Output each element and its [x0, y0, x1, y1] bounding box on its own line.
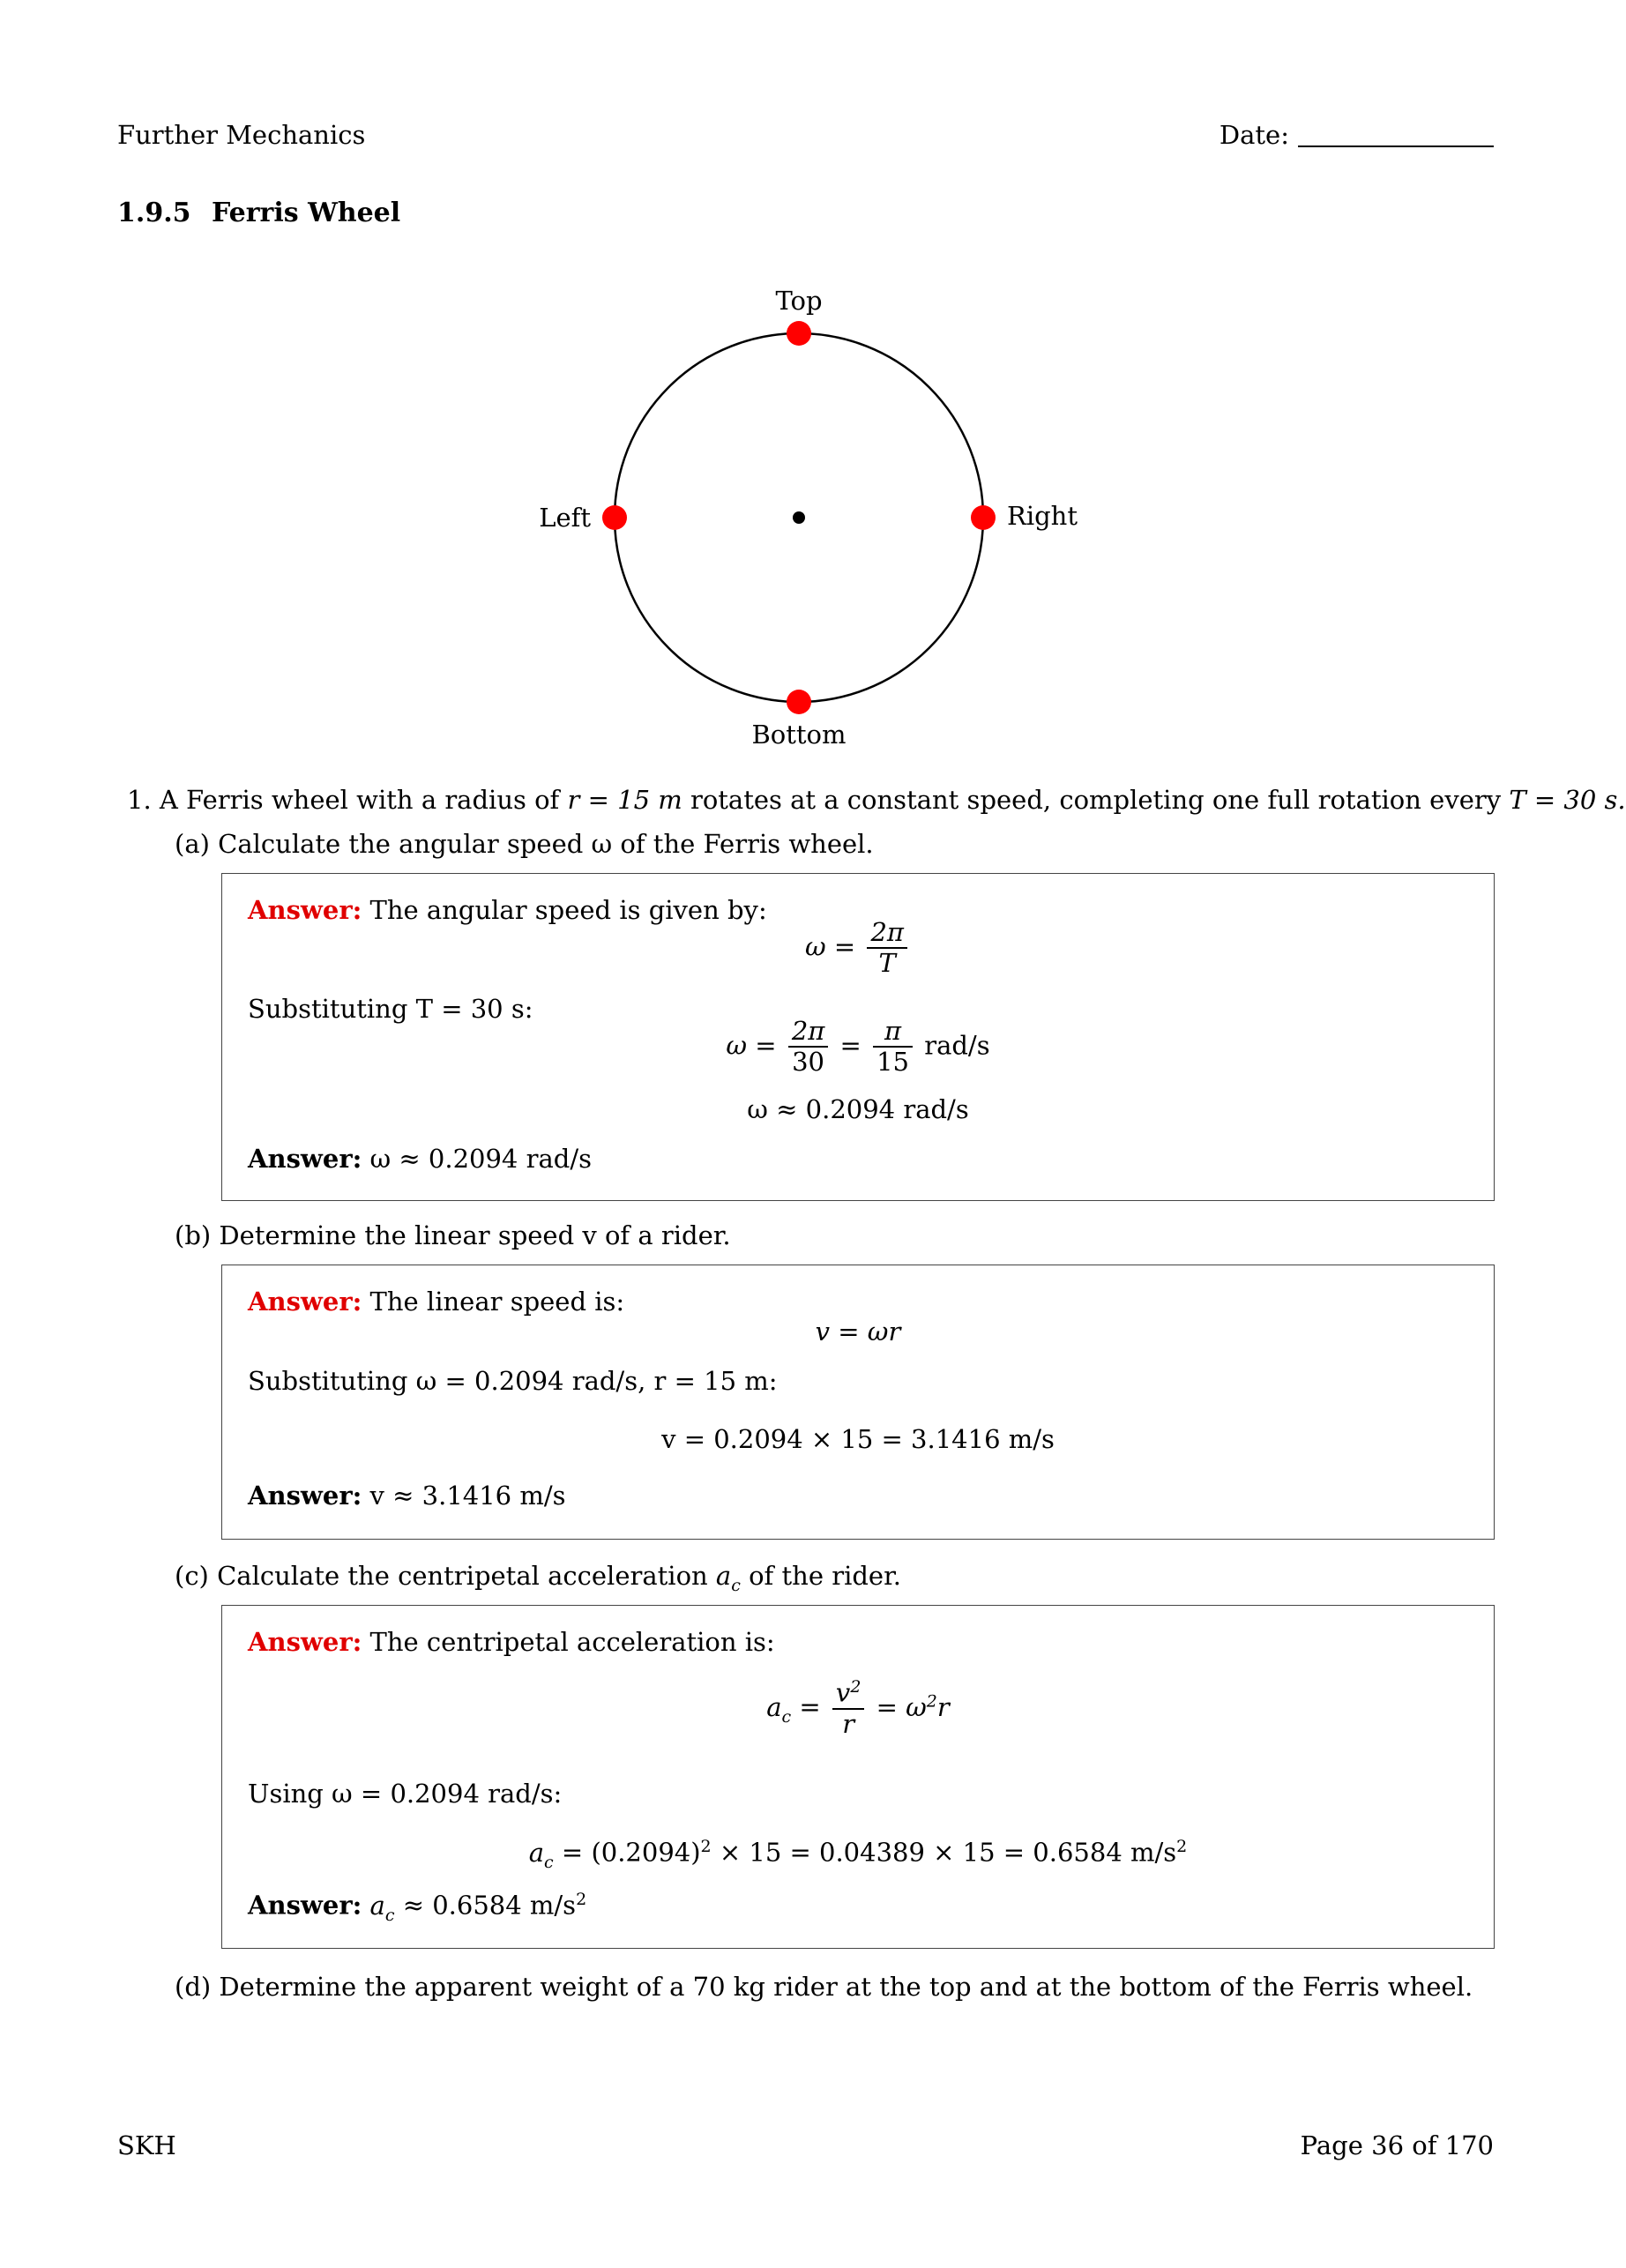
date-label: Date: — [1219, 120, 1289, 150]
part-c-question-text-b: of the rider. — [749, 1561, 901, 1591]
eq2-body: = (0.2094) — [561, 1837, 701, 1868]
equation-v-definition: v = ωr — [815, 1317, 901, 1347]
question-number: 1. — [127, 785, 152, 815]
answer-b-label: Answer: — [248, 1287, 362, 1317]
frac-den: 15 — [876, 1047, 909, 1078]
var-a: a — [715, 1561, 732, 1591]
lhs-sub: c — [781, 1706, 792, 1727]
var-sub: c — [384, 1905, 395, 1925]
part-c-variable — [715, 1561, 741, 1595]
rider-left-dot — [602, 505, 627, 530]
answer-box-a — [221, 873, 1495, 1201]
final-answer-label: Answer: — [248, 1144, 362, 1174]
num-var: v — [835, 1677, 851, 1708]
eq1-lhs: ω = — [805, 931, 856, 962]
fraction-2pi-over-30 — [788, 1017, 829, 1078]
eq1-rhs — [876, 1692, 950, 1722]
rhs-sup: 2 — [926, 1691, 937, 1712]
equation-omega-substituted — [222, 1017, 1494, 1078]
equation-ac-definition — [222, 1678, 1494, 1739]
lhs-sub: c — [544, 1852, 554, 1872]
question-1-text — [127, 785, 1626, 816]
answer-a-substitute: Substituting T = 30 s: — [248, 994, 533, 1024]
frac-num: 2π — [788, 1017, 829, 1048]
label-top: Top — [775, 286, 823, 316]
period-value: T = 30 s. — [1509, 785, 1626, 815]
header-date — [1220, 120, 1494, 151]
frac-den: T — [878, 948, 896, 979]
question-text-b: rotates at a constant speed, completing one full rotation every — [690, 785, 1502, 815]
answer-c-label: Answer: — [248, 1627, 362, 1657]
footer-author: SKH — [117, 2130, 176, 2160]
section-title: Ferris Wheel — [212, 198, 401, 228]
answer-box-c — [221, 1605, 1495, 1949]
eq2-equals: = — [839, 1030, 861, 1061]
section-heading — [117, 198, 400, 228]
label-right: Right — [1007, 501, 1078, 531]
final-var — [369, 1890, 395, 1925]
frac-num: 2π — [867, 918, 907, 949]
var-a: a — [369, 1890, 385, 1921]
frac-num — [832, 1678, 864, 1710]
answer-a-intro-text: The angular speed is given by: — [369, 895, 767, 925]
part-c-label: (c) — [175, 1561, 209, 1591]
equation-omega-approx: ω ≈ 0.2094 rad/s — [747, 1094, 969, 1124]
footer-page-number: Page 36 of 170 — [1300, 2130, 1494, 2160]
eq2-sup: 2 — [700, 1837, 712, 1856]
var-sub: c — [731, 1575, 741, 1595]
final-answer-label: Answer: — [248, 1481, 362, 1511]
rider-bottom-dot — [787, 690, 811, 714]
frac-num: π — [873, 1017, 913, 1048]
part-d-question-text: Determine the apparent weight of a 70 kg rider at the top and at the bottom of the Ferris wheel. — [219, 1972, 1473, 2002]
wheel-center-dot — [793, 511, 805, 524]
eq2-unit-sup: 2 — [1176, 1837, 1188, 1856]
answer-c-using: Using ω = 0.2094 rad/s: — [248, 1779, 563, 1809]
answer-box-b — [221, 1265, 1495, 1540]
equation-ac-substituted — [222, 1837, 1494, 1871]
lhs-var: a — [766, 1691, 782, 1722]
part-d-question — [175, 1972, 1473, 2003]
eq1-equals: = — [799, 1691, 821, 1722]
answer-a-label: Answer: — [248, 895, 362, 925]
label-left: Left — [539, 503, 591, 533]
frac-den: 30 — [792, 1047, 825, 1078]
final-sup: 2 — [576, 1890, 587, 1909]
part-c-question — [175, 1561, 901, 1596]
final-answer-value: ≈ 0.6584 m/s — [402, 1890, 577, 1921]
frac-den: r — [842, 1709, 855, 1739]
eq2-lhs — [528, 1837, 554, 1872]
answer-c-final — [248, 1890, 586, 1925]
ferris-wheel-diagram — [529, 278, 1076, 763]
final-answer-value: ω ≈ 0.2094 rad/s — [369, 1144, 592, 1174]
final-answer-value: v ≈ 3.1416 m/s — [369, 1481, 566, 1511]
equation-v-substituted: v = 0.2094 × 15 = 3.1416 m/s — [661, 1424, 1055, 1454]
answer-a-final — [248, 1144, 592, 1175]
part-a-question — [175, 829, 874, 860]
rhs-r: r — [936, 1691, 950, 1722]
part-b-label: (b) — [175, 1220, 212, 1250]
answer-c-intro-text: The centripetal acceleration is: — [369, 1627, 775, 1657]
eq2-lhs: ω = — [726, 1030, 777, 1061]
part-d-label: (d) — [175, 1972, 212, 2002]
eq2-unit: rad/s — [924, 1030, 990, 1061]
question-text-a: A Ferris wheel with a radius of — [159, 785, 560, 815]
rider-right-dot — [971, 505, 996, 530]
eq2-rest: × 15 = 0.04389 × 15 = 0.6584 m/s — [719, 1837, 1177, 1868]
part-a-label: (a) — [175, 829, 210, 859]
answer-b-intro — [248, 1287, 624, 1317]
answer-c-intro — [248, 1627, 775, 1658]
part-b-question — [175, 1220, 731, 1251]
fraction-2pi-over-t — [867, 918, 907, 979]
final-answer-label: Answer: — [248, 1890, 362, 1921]
answer-b-intro-text: The linear speed is: — [369, 1287, 625, 1317]
radius-value: r = 15 m — [567, 785, 682, 815]
lhs-var: a — [528, 1837, 545, 1868]
answer-b-final — [248, 1481, 566, 1511]
part-b-question-text: Determine the linear speed v of a rider. — [219, 1220, 731, 1250]
eq1-lhs — [766, 1691, 792, 1727]
fraction-pi-over-15 — [873, 1017, 913, 1078]
answer-b-substitute: Substituting ω = 0.2094 rad/s, r = 15 m: — [248, 1366, 778, 1396]
equation-omega-definition — [222, 918, 1494, 979]
rider-top-dot — [787, 321, 811, 346]
num-sup: 2 — [850, 1677, 861, 1697]
part-c-question-text-a: Calculate the centripetal acceleration — [217, 1561, 708, 1591]
date-blank-line — [1298, 123, 1494, 147]
rhs-omega: = ω — [876, 1691, 927, 1722]
section-number: 1.9.5 — [117, 198, 191, 228]
part-a-question-text: Calculate the angular speed ω of the Ferris wheel. — [218, 829, 874, 859]
fraction-v2-over-r — [832, 1678, 864, 1739]
header-course-title: Further Mechanics — [117, 120, 366, 150]
label-bottom: Bottom — [751, 720, 847, 750]
